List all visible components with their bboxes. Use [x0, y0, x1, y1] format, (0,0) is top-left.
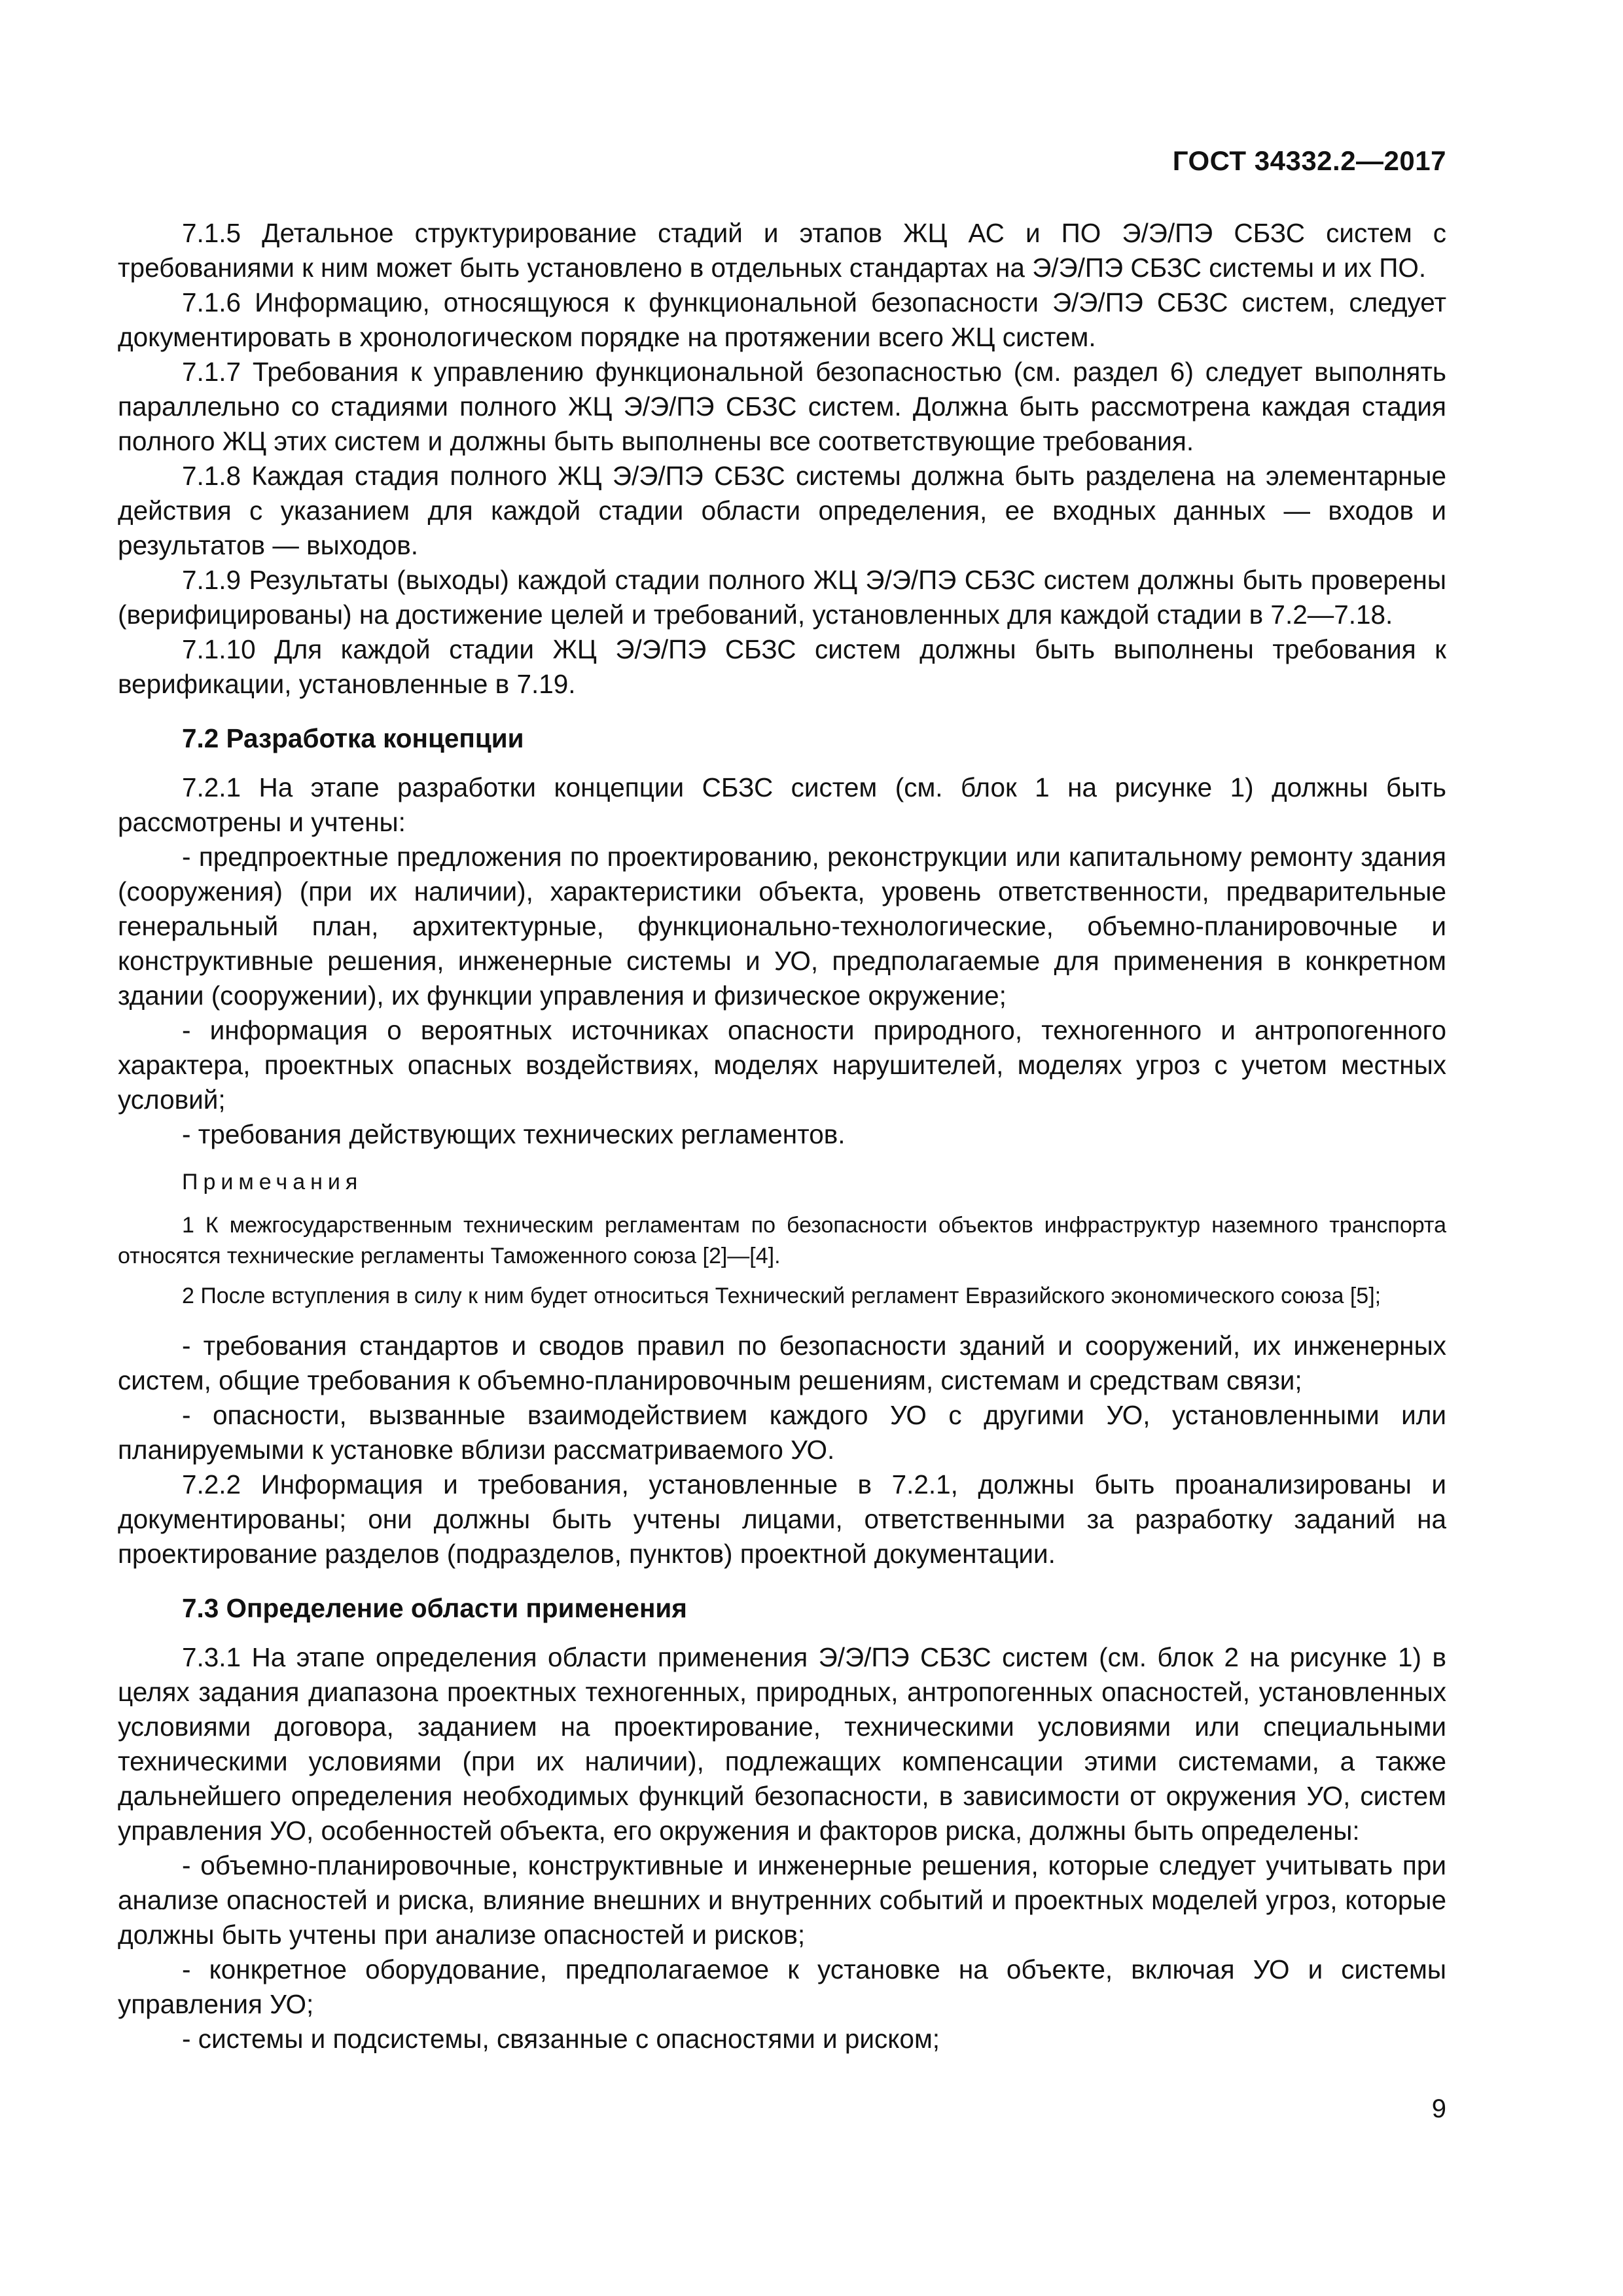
page-number: 9: [1431, 2094, 1446, 2123]
list-item: - объемно-планировочные, конструктивные и инженерные решения, которые следует учитывать при анализе опасностей и риска, влияние внешних и внутренних событий и проектных моделей угроз, которые должны быть учтены при анализе опасностей и рисков;: [118, 1850, 1446, 1950]
paragraph-7-1-5: 7.1.5 Детальное структурирование стадий и этапов ЖЦ АС и ПО Э/Э/ПЭ СБЗС систем с требованиями к ним может быть установлено в отдельных стандартах на Э/Э/ПЭ СБЗС системы и их ПО.: [118, 218, 1446, 283]
note-2: 2 После вступления в силу к ним будет относиться Технический регламент Евразийского экономического союза [5];: [182, 1283, 1382, 1308]
notes-title: Примечания: [182, 1170, 363, 1194]
paragraph-7-1-8: 7.1.8 Каждая стадия полного ЖЦ Э/Э/ПЭ СБЗС системы должна быть разделена на элементарные действия с указанием для каждой стадии области определения, ее входных данных — входов и результатов — выходов.: [118, 461, 1446, 560]
paragraph-7-2-2: 7.2.2 Информация и требования, установленные в 7.2.1, должны быть проанализированы и документированы; они должны быть учтены лицами, ответственными за разработку заданий на проектирование разделов (подразделов, пунктов) проектной документации.: [118, 1469, 1446, 1569]
note-1: 1 К межгосударственным техническим регламентам по безопасности объектов инфраструктур наземного транспорта относятся технические регламенты Таможенного союза [2]—[4].: [118, 1213, 1446, 1268]
list-item: - опасности, вызванные взаимодействием каждого УО с другими УО, установленными или планируемыми к установке вблизи рассматриваемого УО.: [118, 1400, 1446, 1465]
section-heading-7-2: 7.2 Разработка концепции: [182, 723, 524, 753]
list-item: - системы и подсистемы, связанные с опасностями и риском;: [182, 2024, 940, 2054]
list-item: - конкретное оборудование, предполагаемое к установке на объекте, включая УО и системы управления УО;: [118, 1954, 1446, 2019]
section-heading-7-3: 7.3 Определение области применения: [182, 1593, 687, 1623]
paragraph-7-2-1: 7.2.1 На этапе разработки концепции СБЗС систем (см. блок 1 на рисунке 1) должны быть рассмотрены и учтены:: [118, 772, 1446, 837]
list-item: - предпроектные предложения по проектированию, реконструкции или капитальному ремонту здания (сооружения) (при их наличии), характеристики объекта, уровень ответственности, предварительные генеральный план, архитектурные, функционально-технологические, объемно-планировочные и конструктивные решения, инженерные системы и УО, предполагаемые для применения в конкретном здании (сооружении), их функции управления и физическое окружение;: [118, 842, 1446, 1011]
list-item: - требования действующих технических регламентов.: [182, 1119, 846, 1149]
paragraph-7-1-7: 7.1.7 Требования к управлению функциональной безопасностью (см. раздел 6) следует выполнять параллельно со стадиями полного ЖЦ Э/Э/ПЭ СБЗС систем. Должна быть рассмотрена каждая стадия полного ЖЦ этих систем и должны быть выполнены все соответствующие требования.: [118, 357, 1446, 456]
paragraph-7-3-1: 7.3.1 На этапе определения области применения Э/Э/ПЭ СБЗС систем (см. блок 2 на рисунке 1) в целях задания диапазона проектных техногенных, природных, антропогенных опасностей, установленных условиями договора, заданием на проектирование, техническими условиями или специальными техническими условиями (при их наличии), подлежащих компенсации этими системами, а также дальнейшего определения необходимых функций безопасности, в зависимости от окружения УО, систем управления УО, особенностей объекта, его окружения и факторов риска, должны быть определены:: [118, 1642, 1446, 1846]
paragraph-7-1-10: 7.1.10 Для каждой стадии ЖЦ Э/Э/ПЭ СБЗС систем должны быть выполнены требования к верификации, установленные в 7.19.: [118, 634, 1446, 699]
list-item: - требования стандартов и сводов правил по безопасности зданий и сооружений, их инженерных систем, общие требования к объемно-планировочным решениям, системам и средствам связи;: [118, 1331, 1446, 1395]
document-body: [118, 216, 1446, 2056]
paragraph-7-1-6: 7.1.6 Информацию, относящуюся к функциональной безопасности Э/Э/ПЭ СБЗС систем, следует документировать в хронологическом порядке на протяжении всего ЖЦ систем.: [118, 287, 1446, 352]
paragraph-7-1-9: 7.1.9 Результаты (выходы) каждой стадии полного ЖЦ Э/Э/ПЭ СБЗС систем должны быть проверены (верифицированы) на достижение целей и требований, установленных для каждой стадии в 7.2—7.18.: [118, 565, 1446, 630]
document-header: ГОСТ 34332.2—2017: [1172, 145, 1446, 176]
list-item: - информация о вероятных источниках опасности природного, техногенного и антропогенного характера, проектных опасных воздействиях, моделях нарушителей, моделях угроз с учетом местных условий;: [118, 1015, 1446, 1115]
